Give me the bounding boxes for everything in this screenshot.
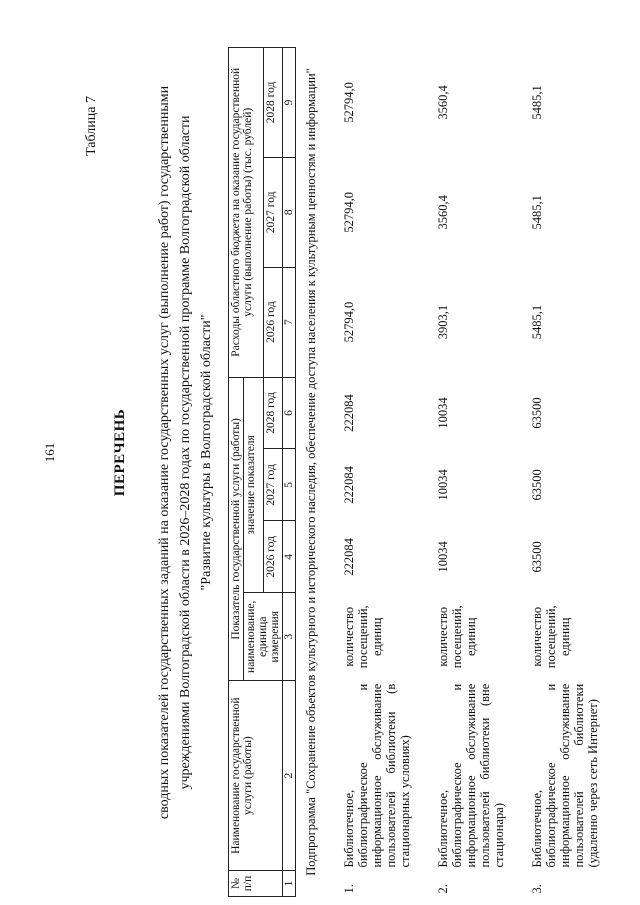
row-num: 1. xyxy=(342,884,356,894)
row-unit: количество посещений, единиц xyxy=(530,605,572,669)
row-service: Библиотечное, библиографическое и информационное обслуживание пользователей библиотеки (вне стационара) xyxy=(436,683,506,868)
column-number-row xyxy=(283,48,296,897)
header-year-expense-2028: 2028 год xyxy=(263,48,283,158)
row-value-2026: 10034 xyxy=(436,541,450,573)
row-service: Библиотечное, библиографическое и информационное обслуживание пользователей библиотеки (удаленно через сеть Интернет) xyxy=(530,683,600,868)
header-indicator-value: значение показателя xyxy=(244,377,264,593)
header-num: № п/п xyxy=(229,871,283,897)
subtitle-line-1: сводных показателей государственных заданий на оказание государственных услуг (выполнение работ) государственными xyxy=(157,85,172,820)
header-expenses-group: Расходы областного бюджета на оказание государственной услуги (выполнение работы) (тыс. рублей) xyxy=(229,48,264,378)
row-unit: количество посещений, единиц xyxy=(342,605,384,669)
header-year-value-2027: 2027 год xyxy=(263,449,283,521)
header-year-expense-2026: 2026 год xyxy=(263,267,283,377)
subprogram-title: Подпрограмма "Сохранение объектов культурного и исторического наследия, обеспечение доступа населения к культурным ценностям и информации" xyxy=(304,68,318,876)
row-value-2026: 63500 xyxy=(530,541,544,573)
table-row xyxy=(516,48,610,897)
subprogram-row xyxy=(296,48,329,897)
row-value-2028: 222084 xyxy=(342,394,356,432)
row-value-2026: 222084 xyxy=(342,538,356,576)
row-expense-2028: 5485,1 xyxy=(530,85,544,120)
column-number: 5 xyxy=(283,449,296,521)
column-number: 2 xyxy=(283,681,296,871)
row-num: 3. xyxy=(530,884,544,894)
row-expense-2026: 52794,0 xyxy=(342,301,356,343)
header-indicator-name: наименование, единица измерения xyxy=(244,593,283,681)
row-value-2027: 10034 xyxy=(436,469,450,501)
row-expense-2026: 3903,1 xyxy=(436,304,450,340)
table-label: Таблица 7 xyxy=(84,96,99,156)
column-number: 4 xyxy=(283,521,296,593)
header-year-value-2028: 2028 год xyxy=(263,377,283,449)
subtitle-line-3: "Развитие культуры в Волгоградской области" xyxy=(199,314,214,591)
row-expense-2026: 5485,1 xyxy=(530,304,544,340)
header-service: Наименование государственной услуги (работы) xyxy=(229,681,283,871)
header-year-expense-2027: 2027 год xyxy=(263,157,283,267)
row-value-2027: 63500 xyxy=(530,469,544,501)
row-expense-2027: 52794,0 xyxy=(342,191,356,233)
header-indicator-group: Показатель государственной услуги (работы) xyxy=(229,377,244,681)
document-title: ПЕРЕЧЕНЬ xyxy=(112,408,128,497)
indicators-table xyxy=(228,47,610,897)
column-number: 7 xyxy=(283,267,296,377)
subtitle-line-2: учреждениями Волгоградской области в 2026–2028 годах по государственной программе Волгоградской области xyxy=(178,115,193,790)
row-expense-2028: 52794,0 xyxy=(342,82,356,123)
page-number: 161 xyxy=(42,442,57,463)
row-value-2027: 222084 xyxy=(342,466,356,504)
header-year-value-2026: 2026 год xyxy=(263,521,283,593)
table-row xyxy=(328,48,422,897)
column-number: 8 xyxy=(283,157,296,267)
row-value-2028: 63500 xyxy=(530,397,544,429)
column-number: 9 xyxy=(283,48,296,158)
row-value-2028: 10034 xyxy=(436,397,450,429)
row-num: 2. xyxy=(436,884,450,894)
column-number: 6 xyxy=(283,377,296,449)
row-service: Библиотечное, библиографическое и информационное обслуживание пользователей библиотеки (в стационарных условиях) xyxy=(342,683,412,868)
row-expense-2027: 3560,4 xyxy=(436,195,450,230)
row-expense-2027: 5485,1 xyxy=(530,195,544,230)
column-number: 3 xyxy=(283,593,296,681)
column-number: 1 xyxy=(283,871,296,897)
table-row xyxy=(422,48,516,897)
row-unit: количество посещений, единиц xyxy=(436,605,478,669)
row-expense-2028: 3560,4 xyxy=(436,85,450,120)
